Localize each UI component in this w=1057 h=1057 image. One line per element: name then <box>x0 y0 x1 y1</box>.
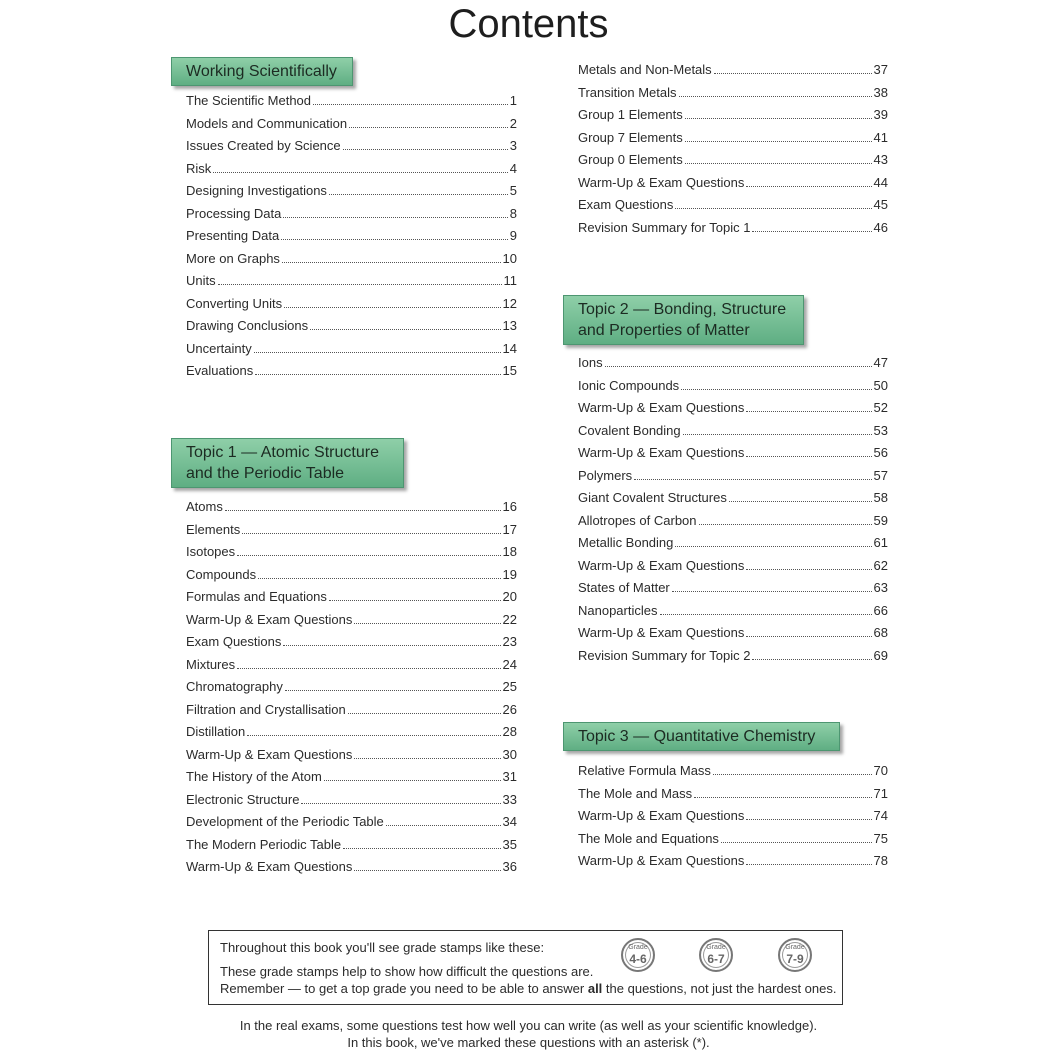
toc-entry-title: The Modern Periodic Table <box>186 836 342 852</box>
grade-stamp-label: Grade <box>706 944 726 951</box>
toc-entry-page-number: 15 <box>502 363 517 378</box>
section-header-topic-1 <box>171 438 404 488</box>
toc-entry-title: Warm-Up & Exam Questions <box>578 808 745 823</box>
toc-entry-page-number: 2 <box>509 115 517 131</box>
toc-entry-page-number: 28 <box>502 724 517 739</box>
toc-entry <box>186 251 517 274</box>
dot-leader <box>713 774 872 775</box>
toc-entry <box>186 679 517 702</box>
toc-entry-title: Risk <box>186 160 212 176</box>
toc-entry <box>186 567 517 590</box>
dot-leader <box>746 569 871 570</box>
toc-entry-title: More on Graphs <box>186 250 280 266</box>
dot-leader <box>681 389 871 390</box>
dot-leader <box>310 329 500 330</box>
dot-leader <box>213 172 507 173</box>
section-header-line2: and Properties of Matter <box>578 322 750 339</box>
toc-entry-page-number: 63 <box>873 580 888 595</box>
toc-entry <box>186 612 517 635</box>
page-title: Contents <box>448 2 609 46</box>
dot-leader <box>324 780 501 781</box>
toc-entry <box>578 220 888 243</box>
toc-entry-title: Warm-Up & Exam Questions <box>186 611 353 627</box>
footer-note-line-1: In the real exams, some questions test how well you can write (as well as your scientific knowledge). <box>239 1018 818 1033</box>
toc-entry <box>186 769 517 792</box>
dot-leader <box>746 186 871 187</box>
toc-entry-page-number: 1 <box>509 93 517 108</box>
toc-entry <box>578 831 888 854</box>
grade-stamp-range: 7-9 <box>786 952 804 966</box>
toc-entry <box>186 702 517 725</box>
toc-entry-title: Elements <box>186 521 241 537</box>
toc-list-topic-3 <box>578 763 888 876</box>
dot-leader <box>237 555 500 556</box>
toc-entry-page-number: 56 <box>873 445 888 460</box>
toc-entry-page-number: 3 <box>509 138 517 153</box>
toc-entry-page-number: 19 <box>502 566 517 582</box>
section-header-working-scientifically <box>171 57 353 86</box>
toc-entry <box>578 603 888 626</box>
toc-entry-page-number: 70 <box>873 763 888 778</box>
toc-entry <box>186 206 517 229</box>
dot-leader <box>752 659 871 660</box>
toc-entry-page-number: 10 <box>502 250 517 266</box>
section-header-line2: and the Periodic Table <box>186 465 345 482</box>
toc-entry-title: The History of the Atom <box>186 769 322 784</box>
toc-entry <box>578 625 888 648</box>
toc-entry-title: Polymers <box>578 467 633 483</box>
toc-entry-page-number: 74 <box>873 808 888 823</box>
toc-entry <box>578 400 888 423</box>
toc-entry-title: Warm-Up & Exam Questions <box>186 746 353 762</box>
toc-entry-title: Warm-Up & Exam Questions <box>578 853 745 868</box>
grade-stamp-label: Grade <box>628 944 648 951</box>
toc-entry-title: Processing Data <box>186 205 282 221</box>
dot-leader <box>242 533 500 534</box>
toc-entry-page-number: 31 <box>502 769 517 784</box>
toc-entry <box>578 535 888 558</box>
toc-entry-title: Exam Questions <box>578 197 674 212</box>
toc-entry-page-number: 20 <box>502 589 517 604</box>
dot-leader <box>301 803 500 804</box>
toc-entry-page-number: 36 <box>502 859 517 874</box>
dot-leader <box>255 374 500 375</box>
toc-entry <box>578 152 888 175</box>
toc-entry-title: Warm-Up & Exam Questions <box>578 174 745 190</box>
info-line-3 <box>220 981 836 996</box>
toc-entry-title: Development of the Periodic Table <box>186 814 384 829</box>
dot-leader <box>675 546 871 547</box>
toc-entry-title: Exam Questions <box>186 634 282 649</box>
section-header-label: Topic 3 — Quantitative Chemistry <box>578 728 816 745</box>
toc-entry-page-number: 33 <box>502 791 517 807</box>
toc-entry-title: Warm-Up & Exam Questions <box>578 400 745 415</box>
toc-entry <box>578 355 888 378</box>
toc-entry-page-number: 30 <box>502 746 517 762</box>
toc-entry-page-number: 75 <box>873 830 888 846</box>
dot-leader <box>225 510 501 511</box>
toc-entry-page-number: 5 <box>509 183 517 198</box>
toc-entry-page-number: 43 <box>873 152 888 167</box>
toc-entry-title: Giant Covalent Structures <box>578 490 727 505</box>
dot-leader <box>746 819 871 820</box>
toc-entry <box>578 648 888 671</box>
toc-entry <box>578 107 888 130</box>
toc-entry <box>186 747 517 770</box>
toc-entry-page-number: 37 <box>873 62 888 77</box>
dot-leader <box>285 690 501 691</box>
toc-entry-title: Converting Units <box>186 295 283 311</box>
dot-leader <box>746 864 871 865</box>
toc-entry-page-number: 24 <box>502 656 517 672</box>
section-header-label: Working Scientifically <box>186 63 337 80</box>
toc-list-topic-2 <box>578 355 888 670</box>
toc-entry-page-number: 16 <box>502 499 517 514</box>
toc-entry-title: Transition Metals <box>578 84 677 100</box>
toc-entry <box>186 228 517 251</box>
toc-entry <box>578 130 888 153</box>
toc-entry-page-number: 62 <box>873 557 888 573</box>
info-line-1: Throughout this book you'll see grade stamps like these: <box>220 940 545 955</box>
toc-entry-page-number: 25 <box>502 679 517 694</box>
toc-entry <box>186 814 517 837</box>
toc-entry-title: Revision Summary for Topic 2 <box>578 647 751 663</box>
toc-entry-page-number: 39 <box>873 107 888 122</box>
toc-list-working-scientifically <box>186 93 517 386</box>
toc-entry-page-number: 34 <box>502 814 517 829</box>
toc-entry-title: Formulas and Equations <box>186 589 327 604</box>
toc-entry <box>578 808 888 831</box>
toc-entry-page-number: 4 <box>509 160 517 176</box>
toc-entry-title: The Mole and Mass <box>578 785 693 801</box>
toc-entry <box>578 378 888 401</box>
toc-entry-page-number: 18 <box>502 544 517 559</box>
toc-entry-page-number: 45 <box>873 197 888 212</box>
dot-leader <box>329 600 501 601</box>
section-header-topic-2 <box>563 295 804 345</box>
toc-entry <box>578 513 888 536</box>
toc-entry-title: Models and Communication <box>186 115 348 131</box>
toc-entry-title: Units <box>186 273 216 288</box>
dot-leader <box>683 434 872 435</box>
dot-leader <box>281 239 508 240</box>
toc-entry-title: States of Matter <box>578 580 670 595</box>
dot-leader <box>699 524 872 525</box>
toc-entry-title: Drawing Conclusions <box>186 318 309 333</box>
dot-leader <box>254 352 501 353</box>
footer-note-line-2: In this book, we've marked these questions with an asterisk (*). <box>347 1035 710 1050</box>
toc-entry <box>186 273 517 296</box>
section-header-line1: Topic 1 — Atomic Structure <box>186 444 379 461</box>
toc-entry-title: Compounds <box>186 566 257 582</box>
toc-entry-title: Ionic Compounds <box>578 377 680 393</box>
toc-entry <box>186 724 517 747</box>
dot-leader <box>354 623 500 624</box>
toc-entry-page-number: 66 <box>873 602 888 618</box>
toc-entry-page-number: 78 <box>873 853 888 868</box>
toc-entry <box>186 792 517 815</box>
dot-leader <box>283 645 500 646</box>
toc-entry-title: Group 7 Elements <box>578 129 683 145</box>
dot-leader <box>679 96 872 97</box>
toc-entry <box>186 363 517 386</box>
dot-leader <box>329 194 508 195</box>
toc-entry <box>578 423 888 446</box>
toc-entry-page-number: 44 <box>873 174 888 190</box>
toc-entry <box>186 161 517 184</box>
toc-entry-title: Revision Summary for Topic 1 <box>578 219 751 235</box>
grade-stamp-icon <box>778 938 812 972</box>
dot-leader <box>721 842 872 843</box>
toc-entry-page-number: 46 <box>873 219 888 235</box>
dot-leader <box>729 501 872 502</box>
toc-entry-page-number: 41 <box>873 129 888 145</box>
toc-entry-page-number: 11 <box>503 273 517 288</box>
dot-leader <box>348 713 501 714</box>
dot-leader <box>313 104 508 105</box>
dot-leader <box>247 735 500 736</box>
toc-entry <box>578 445 888 468</box>
toc-entry <box>186 138 517 161</box>
dot-leader <box>746 411 871 412</box>
toc-entry-title: Ions <box>578 355 603 370</box>
toc-entry <box>186 589 517 612</box>
toc-entry-page-number: 38 <box>873 84 888 100</box>
dot-leader <box>714 73 872 74</box>
dot-leader <box>685 118 872 119</box>
dot-leader <box>746 636 871 637</box>
toc-entry-page-number: 22 <box>502 611 517 627</box>
toc-entry-title: Group 1 Elements <box>578 107 683 122</box>
toc-entry-title: Covalent Bonding <box>578 422 681 438</box>
toc-entry <box>578 197 888 220</box>
toc-entry-title: Atoms <box>186 499 223 514</box>
toc-entry-page-number: 14 <box>502 340 517 356</box>
dot-leader <box>685 141 872 142</box>
toc-entry-page-number: 50 <box>873 377 888 393</box>
toc-entry <box>186 341 517 364</box>
toc-entry <box>578 763 888 786</box>
grade-stamp-icon <box>699 938 733 972</box>
dot-leader <box>746 456 871 457</box>
toc-entry-title: The Mole and Equations <box>578 830 719 846</box>
toc-entry <box>186 522 517 545</box>
toc-entry-title: Designing Investigations <box>186 183 327 198</box>
toc-entry-page-number: 17 <box>502 521 517 537</box>
grade-stamp-icon <box>621 938 655 972</box>
grade-stamp-range: 6-7 <box>707 952 725 966</box>
dot-leader <box>218 284 502 285</box>
dot-leader <box>685 163 872 164</box>
info-line-3-emphasis: all <box>587 981 603 996</box>
toc-entry-title: The Scientific Method <box>186 93 312 108</box>
toc-list-topic-1 <box>186 499 517 882</box>
toc-entry-title: Filtration and Crystallisation <box>186 701 346 717</box>
toc-entry-title: Chromatography <box>186 679 283 694</box>
toc-entry-title: Metals and Non-Metals <box>578 62 712 77</box>
toc-entry-title: Warm-Up & Exam Questions <box>578 445 745 460</box>
toc-entry <box>186 93 517 116</box>
toc-entry-page-number: 52 <box>873 400 888 415</box>
dot-leader <box>660 614 872 615</box>
toc-entry-title: Isotopes <box>186 544 236 559</box>
toc-entry <box>186 544 517 567</box>
toc-entry <box>186 183 517 206</box>
toc-entry <box>578 490 888 513</box>
info-line-3-text: Remember — to get a top grade you need to be able to answer <box>220 981 588 996</box>
toc-entry-title: Mixtures <box>186 656 236 672</box>
toc-entry-title: Allotropes of Carbon <box>578 512 697 528</box>
dot-leader <box>354 758 500 759</box>
toc-entry-page-number: 71 <box>873 785 888 801</box>
toc-entry <box>578 786 888 809</box>
toc-entry-title: Warm-Up & Exam Questions <box>578 557 745 573</box>
toc-entry-page-number: 58 <box>873 490 888 505</box>
toc-entry-title: Presenting Data <box>186 228 280 243</box>
toc-entry-page-number: 13 <box>502 318 517 333</box>
toc-entry <box>186 296 517 319</box>
toc-entry <box>578 558 888 581</box>
toc-entry-page-number: 26 <box>502 701 517 717</box>
toc-entry <box>186 499 517 522</box>
toc-entry <box>578 175 888 198</box>
toc-entry <box>186 657 517 680</box>
dot-leader <box>283 217 507 218</box>
toc-entry <box>578 853 888 876</box>
dot-leader <box>605 366 872 367</box>
toc-entry-page-number: 47 <box>873 355 888 370</box>
toc-entry-page-number: 59 <box>873 512 888 528</box>
toc-entry-page-number: 12 <box>502 295 517 311</box>
dot-leader <box>354 870 500 871</box>
toc-entry-page-number: 35 <box>502 836 517 852</box>
toc-entry-title: Metallic Bonding <box>578 535 674 550</box>
toc-entry <box>578 468 888 491</box>
dot-leader <box>675 208 871 209</box>
dot-leader <box>386 825 501 826</box>
dot-leader <box>349 127 508 128</box>
info-line-3-text-end: the questions, not just the hardest ones. <box>602 981 837 996</box>
toc-entry <box>186 837 517 860</box>
toc-entry-page-number: 23 <box>502 634 517 649</box>
toc-entry <box>186 634 517 657</box>
dot-leader <box>343 149 508 150</box>
dot-leader <box>694 797 871 798</box>
toc-entry <box>578 62 888 85</box>
toc-entry-title: Issues Created by Science <box>186 138 341 153</box>
dot-leader <box>284 307 500 308</box>
toc-entry-title: Nanoparticles <box>578 602 658 618</box>
toc-entry-title: Relative Formula Mass <box>578 763 711 778</box>
toc-entry-title: Electronic Structure <box>186 791 300 807</box>
dot-leader <box>634 479 871 480</box>
toc-entry-page-number: 53 <box>873 422 888 438</box>
dot-leader <box>282 262 501 263</box>
toc-entry-page-number: 9 <box>509 228 517 243</box>
toc-list-topic-1-continued <box>578 62 888 242</box>
toc-entry-title: Distillation <box>186 724 246 739</box>
grade-stamp-info-box <box>208 930 843 1005</box>
dot-leader <box>237 668 500 669</box>
toc-entry <box>578 580 888 603</box>
toc-entry <box>186 318 517 341</box>
section-header-line1: Topic 2 — Bonding, Structure <box>578 301 787 318</box>
dot-leader <box>752 231 871 232</box>
toc-entry-page-number: 68 <box>873 625 888 640</box>
toc-entry <box>578 85 888 108</box>
toc-entry-title: Evaluations <box>186 363 254 378</box>
toc-entry-page-number: 61 <box>873 535 888 550</box>
dot-leader <box>672 591 872 592</box>
toc-entry-title: Uncertainty <box>186 340 252 356</box>
dot-leader <box>343 848 500 849</box>
dot-leader <box>258 578 500 579</box>
info-line-2: These grade stamps help to show how difficult the questions are. <box>220 964 594 979</box>
section-header-topic-3 <box>563 722 840 751</box>
toc-entry-page-number: 57 <box>873 467 888 483</box>
toc-entry-title: Group 0 Elements <box>578 152 683 167</box>
grade-stamp-label: Grade <box>785 944 805 951</box>
toc-entry-title: Warm-Up & Exam Questions <box>578 625 745 640</box>
grade-stamp-range: 4-6 <box>629 952 647 966</box>
toc-entry-page-number: 8 <box>509 205 517 221</box>
toc-entry-page-number: 69 <box>873 647 888 663</box>
toc-entry <box>186 116 517 139</box>
toc-entry-title: Warm-Up & Exam Questions <box>186 859 353 874</box>
toc-entry <box>186 859 517 882</box>
